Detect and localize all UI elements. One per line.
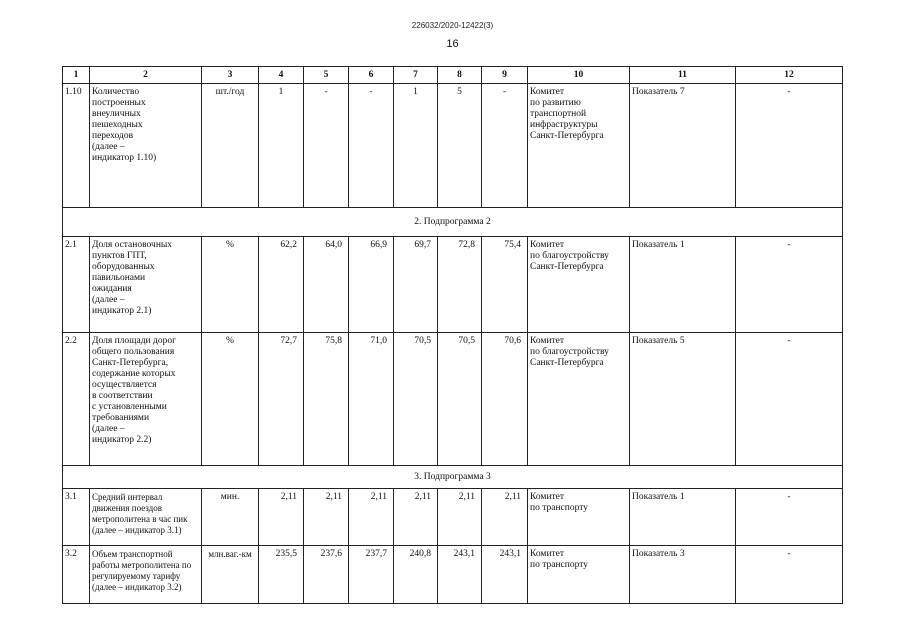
row-number: 1.10 bbox=[63, 84, 90, 208]
row-number: 2.1 bbox=[63, 237, 90, 333]
executor: Комитет по транспорту bbox=[528, 489, 630, 546]
value-col8: 243,1 bbox=[438, 546, 482, 604]
value-col7: 1 bbox=[394, 84, 438, 208]
linked-indicator: Показатель 1 bbox=[630, 237, 736, 333]
value-col8: 2,11 bbox=[438, 489, 482, 546]
value-col6: 237,7 bbox=[349, 546, 394, 604]
table-row bbox=[63, 546, 843, 604]
value-col9: 243,1 bbox=[482, 546, 528, 604]
row-number: 3.1 bbox=[63, 489, 90, 546]
column-header: 6 bbox=[349, 67, 394, 84]
note: - bbox=[736, 489, 843, 546]
linked-indicator: Показатель 3 bbox=[630, 546, 736, 604]
note: - bbox=[736, 84, 843, 208]
note: - bbox=[736, 333, 843, 466]
value-col8: 72,8 bbox=[438, 237, 482, 333]
unit: шт./год bbox=[202, 84, 259, 208]
value-col5: 75,8 bbox=[304, 333, 349, 466]
value-col4: 1 bbox=[259, 84, 304, 208]
value-col8: 70,5 bbox=[438, 333, 482, 466]
row-number: 3.2 bbox=[63, 546, 90, 604]
document-number: 226032/2020-12422(3) bbox=[411, 21, 494, 30]
linked-indicator: Показатель 7 bbox=[630, 84, 736, 208]
indicator-name: Объем транспортной работы метрополитена по регулируемому тарифу (далее – индикатор 3.2) bbox=[90, 546, 202, 604]
value-col9: 75,4 bbox=[482, 237, 528, 333]
value-col5: 2,11 bbox=[304, 489, 349, 546]
column-header: 10 bbox=[528, 67, 630, 84]
value-col9: 2,11 bbox=[482, 489, 528, 546]
executor: Комитет по благоустройству Санкт-Петербурга bbox=[528, 333, 630, 466]
column-header: 11 bbox=[630, 67, 736, 84]
unit: млн.ваг.-км bbox=[202, 546, 259, 604]
linked-indicator: Показатель 5 bbox=[630, 333, 736, 466]
column-header: 5 bbox=[304, 67, 349, 84]
value-col6: 66,9 bbox=[349, 237, 394, 333]
table-row bbox=[63, 489, 843, 546]
value-col4: 2,11 bbox=[259, 489, 304, 546]
value-col4: 72,7 bbox=[259, 333, 304, 466]
column-header: 4 bbox=[259, 67, 304, 84]
column-header: 3 bbox=[202, 67, 259, 84]
unit: мин. bbox=[202, 489, 259, 546]
unit: % bbox=[202, 237, 259, 333]
note: - bbox=[736, 546, 843, 604]
value-col7: 69,7 bbox=[394, 237, 438, 333]
indicator-name: Количество построенных внеуличных пешеходных переходов (далее – индикатор 1.10) bbox=[90, 84, 202, 208]
column-header: 1 bbox=[63, 67, 90, 84]
value-col6: - bbox=[349, 84, 394, 208]
value-col9: 70,6 bbox=[482, 333, 528, 466]
section-title: 3. Подпрограмма 3 bbox=[63, 466, 843, 489]
executor: Комитет по транспорту bbox=[528, 546, 630, 604]
column-number-row bbox=[63, 67, 843, 84]
note: - bbox=[736, 237, 843, 333]
column-header: 2 bbox=[90, 67, 202, 84]
value-col4: 62,2 bbox=[259, 237, 304, 333]
unit: % bbox=[202, 333, 259, 466]
value-col5: 237,6 bbox=[304, 546, 349, 604]
column-header: 8 bbox=[438, 67, 482, 84]
indicator-name: Средний интервал движения поездов метрополитена в час пик (далее – индикатор 3.1) bbox=[90, 489, 202, 546]
linked-indicator: Показатель 1 bbox=[630, 489, 736, 546]
section-row bbox=[63, 466, 843, 489]
section-title: 2. Подпрограмма 2 bbox=[63, 208, 843, 237]
table-row bbox=[63, 333, 843, 466]
page-number: 16 bbox=[446, 38, 459, 50]
indicator-name: Доля площади дорог общего пользования Санкт-Петербурга, содержание которых осуществляется в соответствии с установленными требованиями (далее – индикатор 2.2) bbox=[90, 333, 202, 466]
executor: Комитет по развитию транспортной инфраструктуры Санкт-Петербурга bbox=[528, 84, 630, 208]
table-row bbox=[63, 84, 843, 208]
indicator-name: Доля остановочных пунктов ГПТ, оборудованных павильонами ожидания (далее – индикатор 2.1) bbox=[90, 237, 202, 333]
value-col7: 2,11 bbox=[394, 489, 438, 546]
column-header: 7 bbox=[394, 67, 438, 84]
column-header: 12 bbox=[736, 67, 843, 84]
indicators-table bbox=[62, 66, 843, 604]
executor: Комитет по благоустройству Санкт-Петербурга bbox=[528, 237, 630, 333]
value-col6: 71,0 bbox=[349, 333, 394, 466]
value-col5: - bbox=[304, 84, 349, 208]
value-col8: 5 bbox=[438, 84, 482, 208]
value-col5: 64,0 bbox=[304, 237, 349, 333]
row-number: 2.2 bbox=[63, 333, 90, 466]
value-col4: 235,5 bbox=[259, 546, 304, 604]
table-row bbox=[63, 237, 843, 333]
value-col6: 2,11 bbox=[349, 489, 394, 546]
value-col7: 70,5 bbox=[394, 333, 438, 466]
section-row bbox=[63, 208, 843, 237]
value-col7: 240,8 bbox=[394, 546, 438, 604]
value-col9: - bbox=[482, 84, 528, 208]
column-header: 9 bbox=[482, 67, 528, 84]
